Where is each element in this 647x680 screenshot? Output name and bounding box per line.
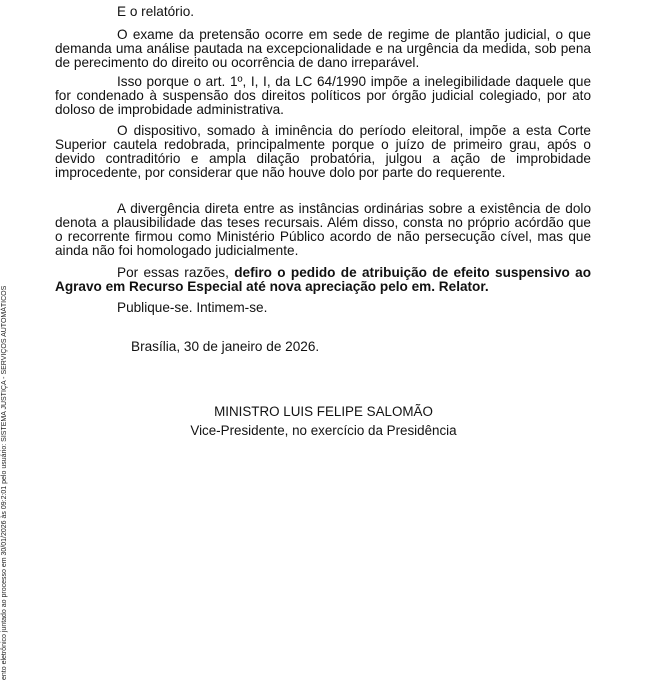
paragraph-conclusion: E o relatório.: [117, 4, 195, 19]
decision-bold-text: defiro o pedido de atribuição de efeito suspensivo ao Agravo em Recurso Especial até nova apreciação pelo em. Relator.: [55, 265, 592, 294]
signer-name: MINISTRO LUIS FELIPE SALOMÃO: [214, 404, 433, 419]
paragraph-1: O exame da pretensão ocorre em sede de regime de plantão judicial, o que demanda uma análise pautada na excepcionalidade e na urgência da medida, sob pena de perecimento do direito ou ocorrência de dano irreparável.: [55, 27, 591, 70]
paragraph-2: Isso porque o art. 1º, I, I, da LC 64/1990 impõe a inelegibilidade daquele que for condenado à suspensão dos direitos políticos por órgão judicial colegiado, por ato doloso de improbidade administrativa.: [55, 74, 591, 117]
paragraph-3: O dispositivo, somado à iminência do período eleitoral, impõe a esta Corte Superior cautela redobrada, principalmente porque o juízo de primeiro grau, após o devido contraditório e ampla dilação probatória, julgou a ação de improbidade improcedente, por considerar que não houve dolo por parte do requerente.: [55, 123, 591, 180]
document-date: Brasília, 30 de janeiro de 2026.: [131, 339, 320, 354]
paragraph-decision: Por essas razões, defiro o pedido de atribuição de efeito suspensivo ao Agravo em Recurso Especial até nova apreciação pelo em. Relator.: [55, 265, 592, 294]
publication-order: Publique-se. Intimem-se.: [117, 300, 268, 315]
electronic-stamp-margin: ento eletrônico juntado ao processo em 30/01/2026 às 09:2:01 pelo usuário: SISTEMA JUSTIÇA - SERVIÇOS AUTOMÁTICOS: [1, 285, 8, 680]
paragraph-4: A divergência direta entre as instâncias ordinárias sobre a existência de dolo denota a plausibilidade das teses recursais. Além disso, consta no próprio acórdão que o recorrente firmou como Ministério Público acordo de não persecução cível, mas que ainda não foi homologado judicialmente.: [55, 201, 591, 258]
signer-role: Vice-Presidente, no exercício da Presidência: [190, 423, 457, 438]
